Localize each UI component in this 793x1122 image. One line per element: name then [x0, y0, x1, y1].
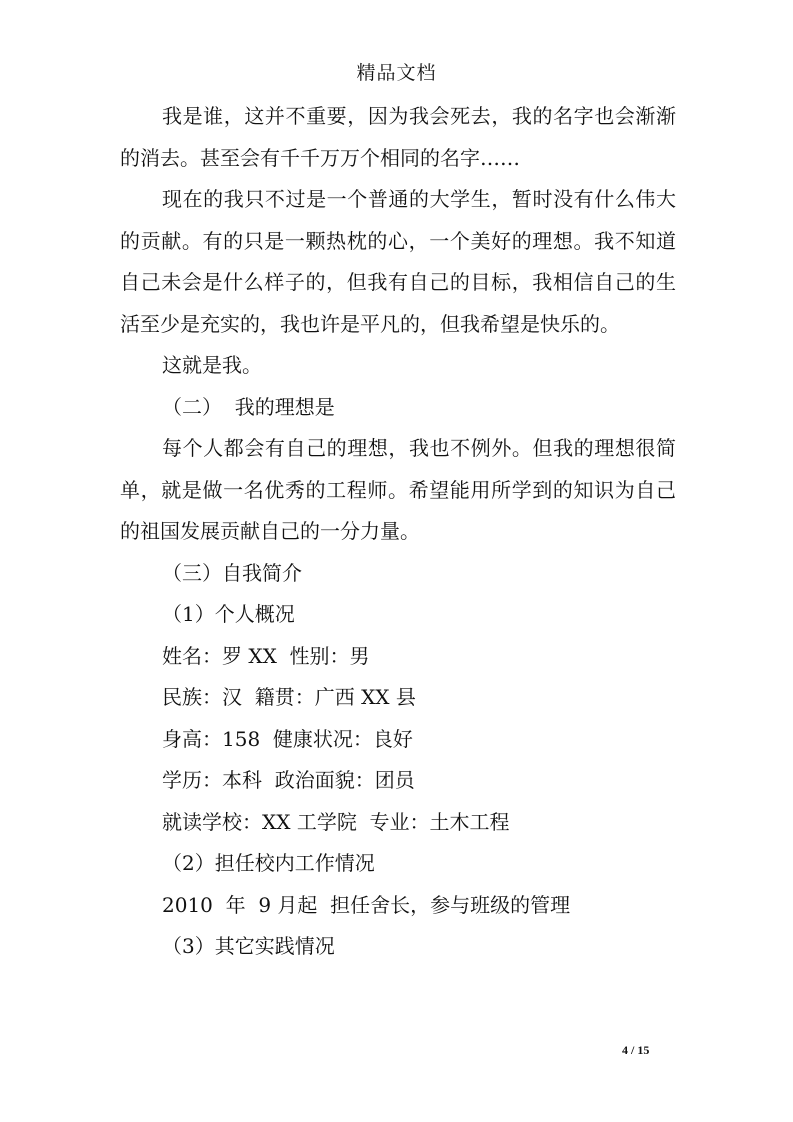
info-school-major: 就读学校：XX 工学院 专业：土木工程 [162, 809, 510, 834]
paragraph-who-am-i: 我是谁，这并不重要，因为我会死去，我的名字也会渐渐的消去。甚至会有千千万万个相同的名字…… [120, 104, 676, 170]
paragraph-this-is-me: 这就是我。 [162, 353, 262, 377]
info-education-political: 学历：本科 政治面貌：团员 [162, 768, 415, 792]
info-name-gender: 姓名：罗 XX 性别：男 [162, 643, 370, 668]
subheading-personal-profile: （1）个人概况 [162, 602, 295, 626]
info-height-health: 身高：158 健康状况：良好 [162, 726, 413, 751]
section-heading-self-intro: （三）自我简介 [162, 560, 302, 585]
page-number: 4 / 15 [622, 1043, 650, 1057]
section-heading-ideal: （二） 我的理想是 [162, 394, 335, 419]
document-body [120, 96, 676, 968]
document-header: 精品文档 [356, 62, 437, 84]
subheading-campus-work: （2）担任校内工作情况 [162, 851, 375, 875]
paragraph-ideal: 每个人都会有自己的理想，我也不例外。但我的理想很简单，就是做一名优秀的工程师。希望能用所学到的知识为自己的祖国发展贡献自己的一分力量。 [120, 436, 676, 543]
paragraph-current-self: 现在的我只不过是一个普通的大学生，暂时没有什么伟大的贡献。有的只是一颗热枕的心，一个美好的理想。我不知道自己未会是什么样子的，但我有自己的目标，我相信自己的生活至少是充实的，我也许是平凡的，但我希望是快乐的。 [120, 187, 676, 336]
campus-work-detail: 2010 年 9 月起 担任舍长，参与班级的管理 [162, 892, 571, 917]
info-ethnic-origin: 民族：汉 籍贯：广西 XX 县 [162, 685, 416, 709]
subheading-other-practice: （3）其它实践情况 [162, 934, 335, 958]
